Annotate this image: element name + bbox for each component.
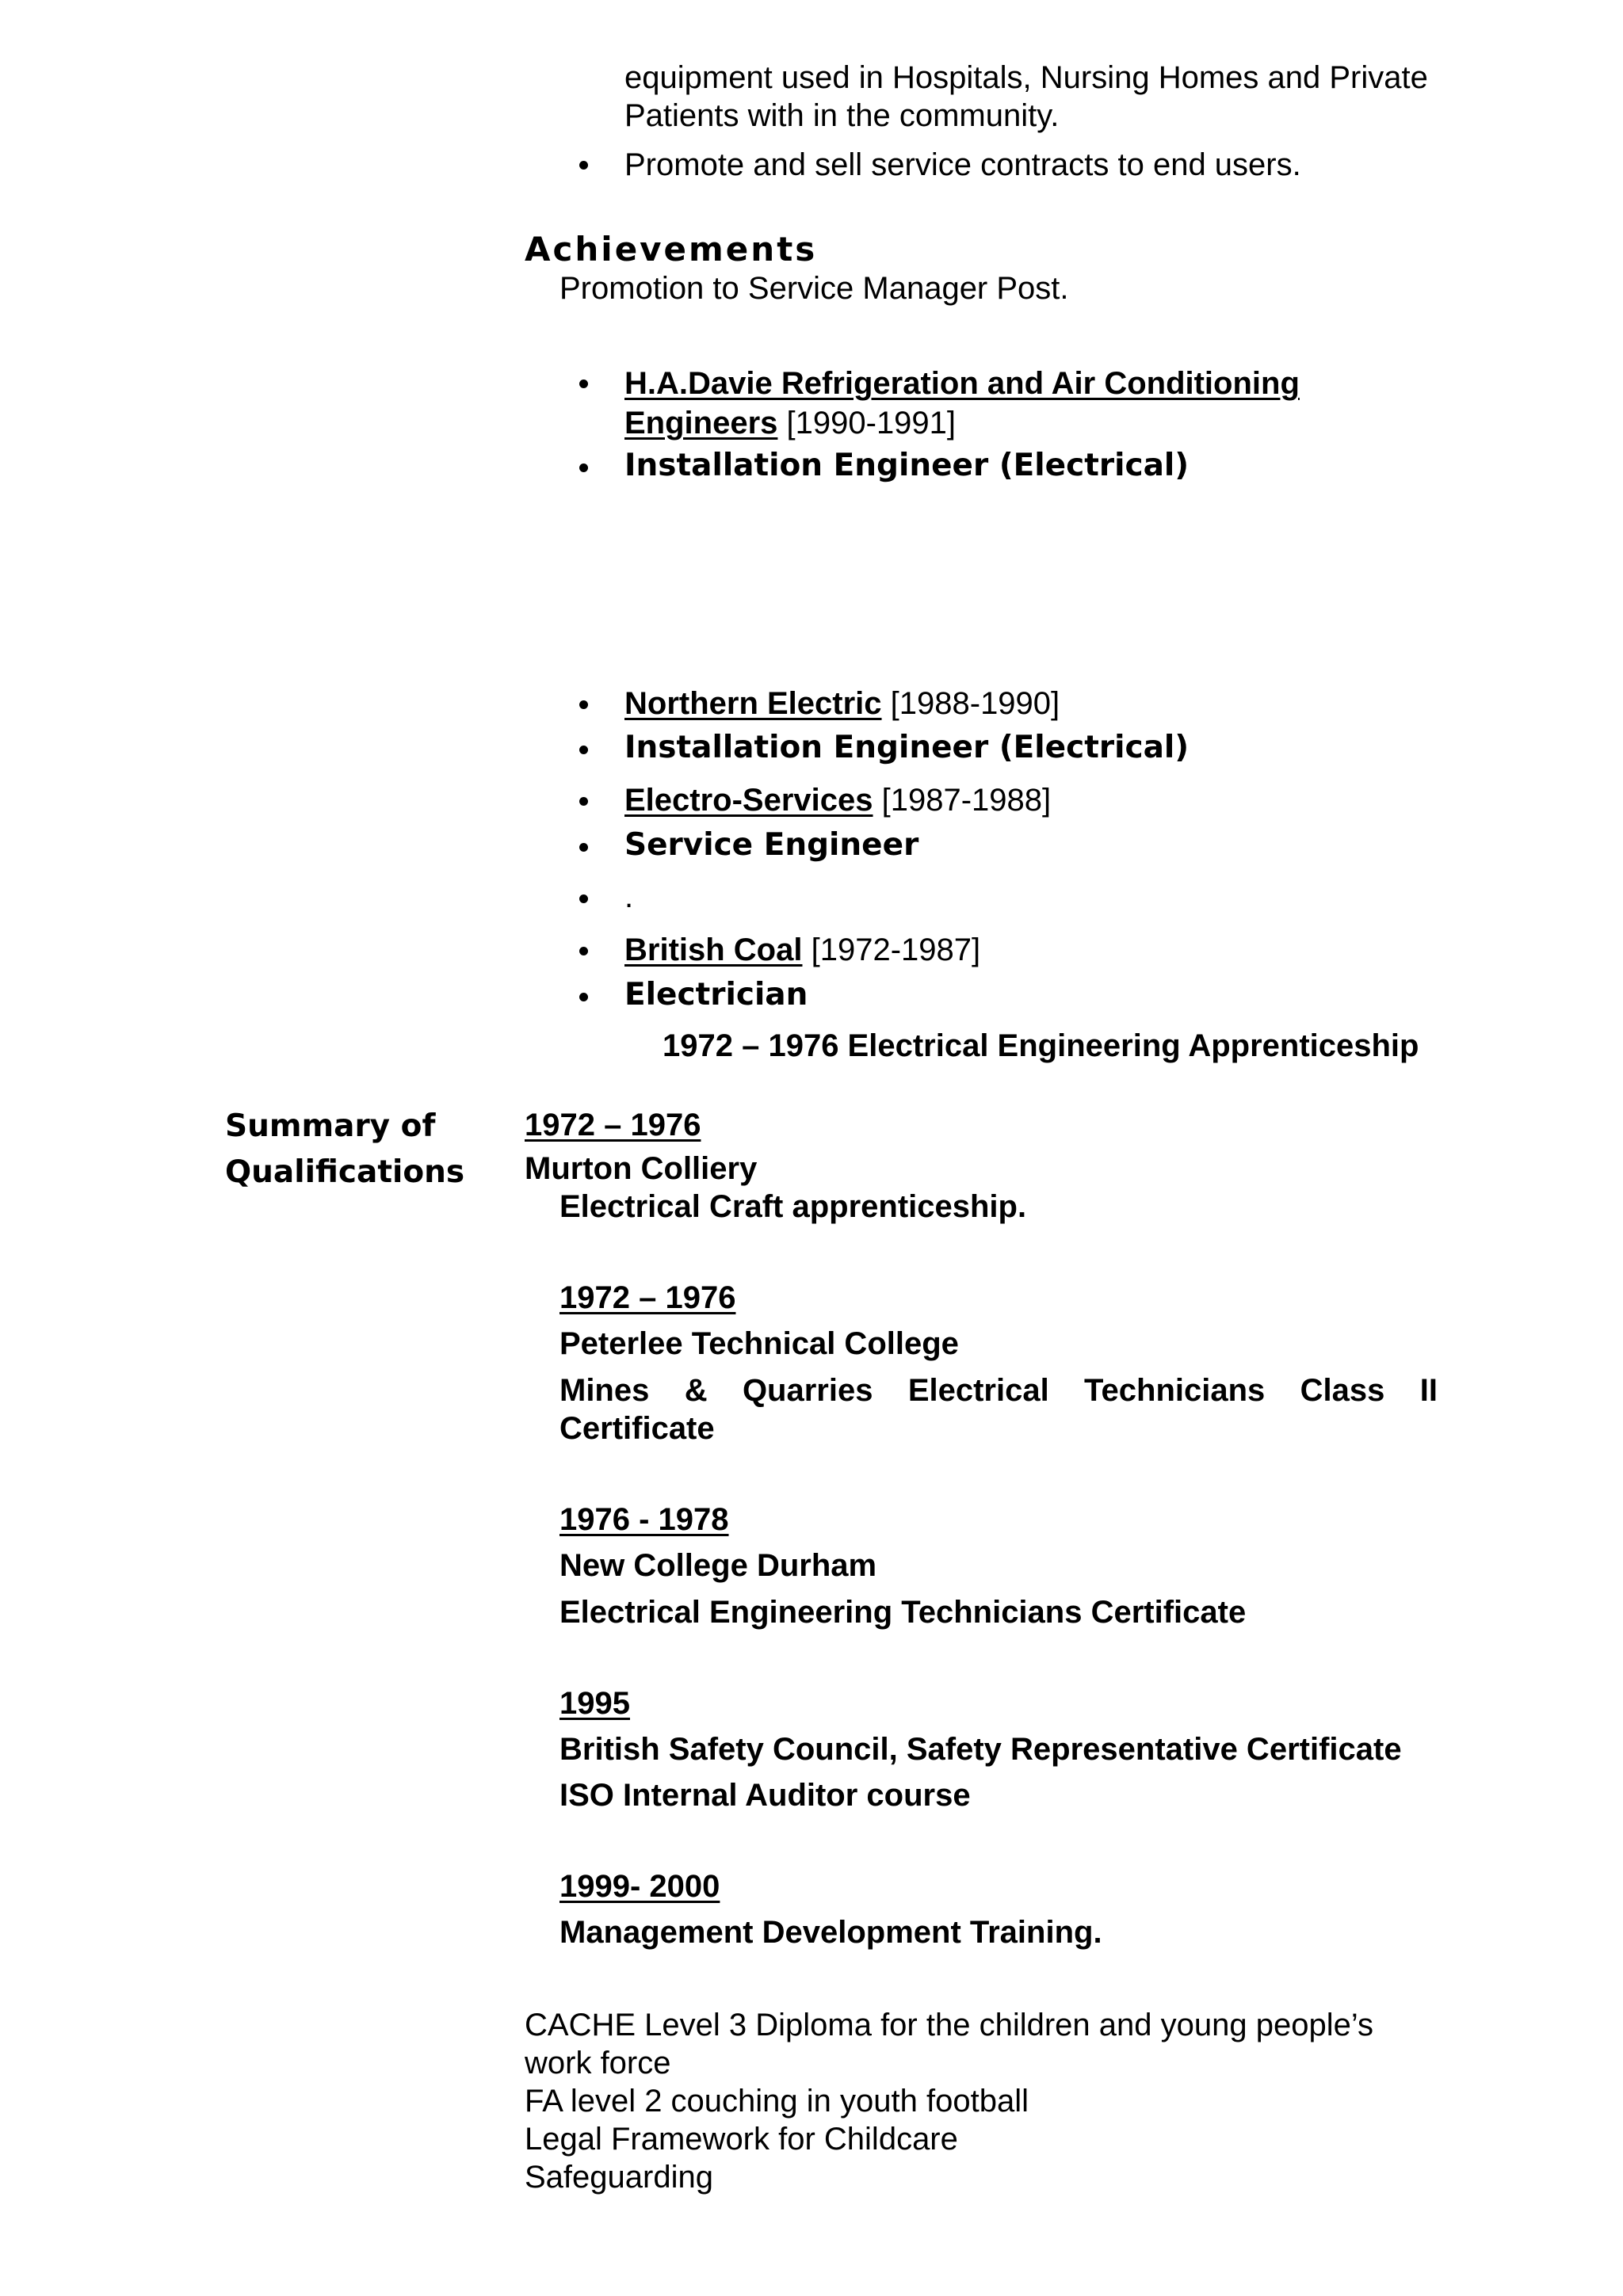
q5-detail: Management Development Training. xyxy=(559,1915,1102,1950)
achievements-heading: Achievements xyxy=(525,230,818,269)
q2-place: Peterlee Technical College xyxy=(559,1326,959,1361)
apprenticeship-line: 1972 – 1976 Electrical Engineering Apprenticeship xyxy=(663,1028,1419,1063)
job-coal-name: British Coal [1972-1987] xyxy=(624,933,981,967)
job-davie-role: Installation Engineer (Electrical) xyxy=(624,448,1190,483)
q2-word: Mines xyxy=(559,1373,650,1408)
q3-place: New College Durham xyxy=(559,1548,877,1583)
job-northern-name: Northern Electric [1988-1990] xyxy=(624,686,1060,721)
top-line-1: equipment used in Hospitals, Nursing Homes and Private xyxy=(624,60,1428,95)
q2-word: Quarries xyxy=(742,1373,873,1408)
bullet-icon xyxy=(579,700,588,709)
q2-word: Electrical xyxy=(907,1373,1049,1408)
q2-years: 1972 – 1976 xyxy=(559,1280,736,1315)
bullet-icon xyxy=(579,993,588,1001)
q2-detail-line-2: Certificate xyxy=(559,1411,715,1446)
extra-line-2: work force xyxy=(525,2046,671,2081)
q1-years: 1972 – 1976 xyxy=(525,1108,701,1142)
q4-detail-1: British Safety Council, Safety Representative Certificate xyxy=(559,1732,1402,1767)
q5-years: 1999- 2000 xyxy=(559,1869,720,1904)
bullet-icon xyxy=(579,894,588,903)
q2-word: Class xyxy=(1300,1373,1385,1408)
q4-years: 1995 xyxy=(559,1686,630,1721)
bullet-icon xyxy=(579,843,588,852)
bullet-icon xyxy=(579,379,588,388)
bullet-icon xyxy=(579,463,588,472)
job-electro-name: Electro-Services [1987-1988] xyxy=(624,783,1052,818)
extra-line-4: Legal Framework for Childcare xyxy=(525,2122,958,2157)
bullet-icon xyxy=(579,746,588,754)
q4-detail-2: ISO Internal Auditor course xyxy=(559,1778,971,1813)
extra-line-5: Safeguarding xyxy=(525,2160,713,2195)
job-davie-name-2: Engineers [1990-1991] xyxy=(624,406,957,441)
job-northern-role: Installation Engineer (Electrical) xyxy=(624,730,1190,765)
bullet-icon xyxy=(579,947,588,955)
extra-line-3: FA level 2 couching in youth football xyxy=(525,2084,1029,2119)
achievements-text: Promotion to Service Manager Post. xyxy=(559,271,1069,306)
dot-item: . xyxy=(624,879,634,914)
q3-years: 1976 - 1978 xyxy=(559,1502,729,1537)
job-coal-role: Electrician xyxy=(624,977,808,1013)
summary-label-2: Qualifications xyxy=(225,1154,465,1190)
q2-word: & xyxy=(684,1373,708,1408)
job-electro-role: Service Engineer xyxy=(624,827,919,863)
bullet-icon xyxy=(579,161,588,170)
q2-detail-line-1 xyxy=(559,1371,1438,1409)
top-line-2: Patients with in the community. xyxy=(624,98,1060,133)
q3-detail: Electrical Engineering Technicians Certificate xyxy=(559,1595,1247,1630)
q1-place: Murton Colliery xyxy=(525,1151,758,1186)
job-davie-name-1: H.A.Davie Refrigeration and Air Conditioning xyxy=(624,366,1300,401)
q1-detail: Electrical Craft apprenticeship. xyxy=(559,1189,1027,1224)
q2-word: Technicians xyxy=(1084,1373,1266,1408)
top-bullet-text: Promote and sell service contracts to end users. xyxy=(624,147,1301,182)
extra-line-1: CACHE Level 3 Diploma for the children and young people’s xyxy=(525,2008,1373,2042)
summary-label-1: Summary of xyxy=(225,1108,436,1144)
bullet-icon xyxy=(579,797,588,806)
q2-word: II xyxy=(1419,1373,1438,1408)
